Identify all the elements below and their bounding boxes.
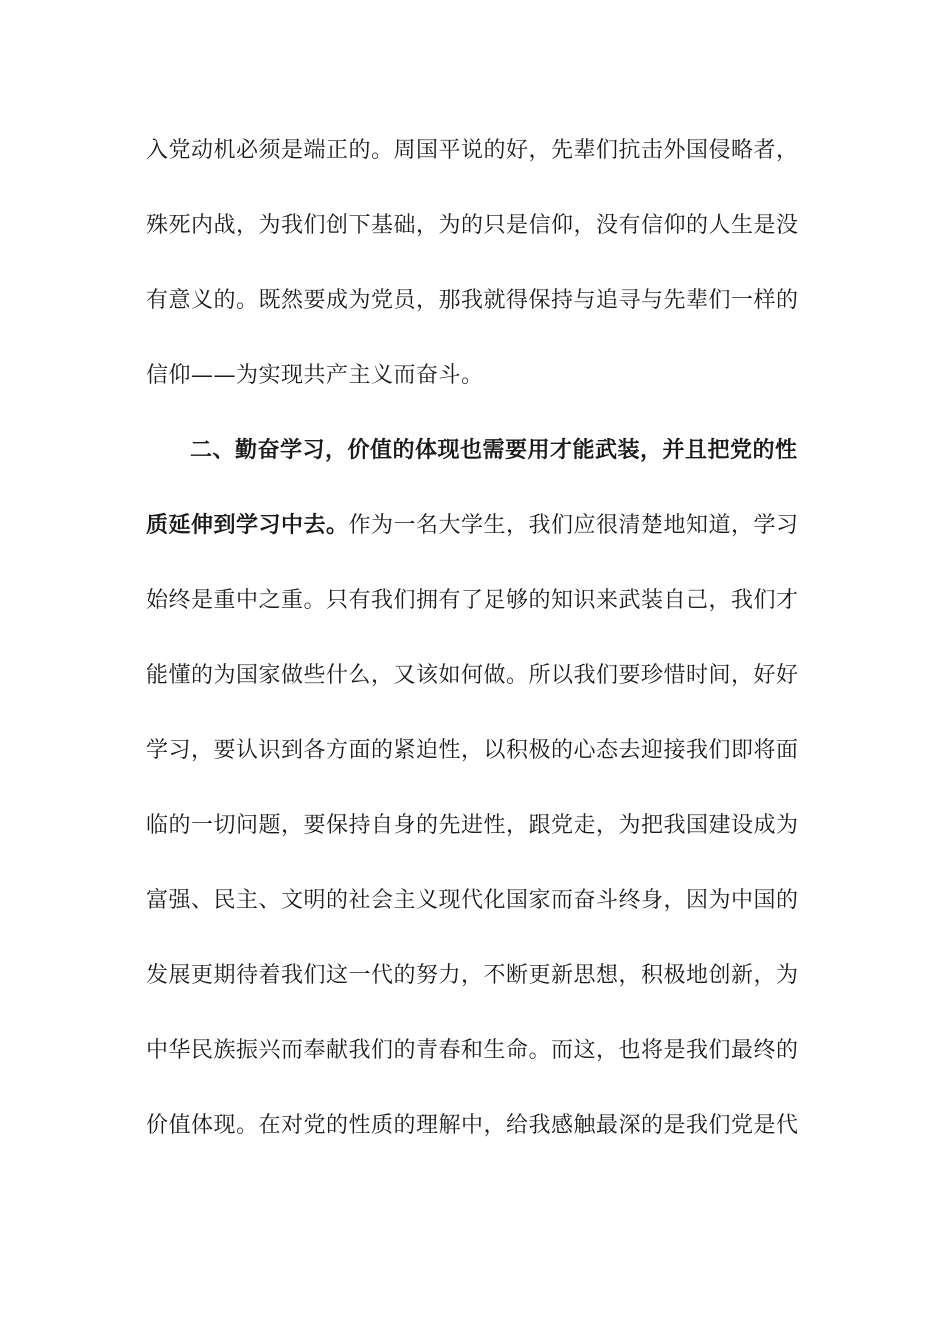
text-line: 殊死内战，为我们创下基础，为的只是信仰，没有信仰的人生是没 <box>146 213 799 238</box>
section-heading: 二、勤奋学习，价值的体现也需要用才能武装，并且把党的性 <box>190 438 798 463</box>
text-span: 作为一名大学生，我们应很清楚地知道，学习 <box>348 513 799 538</box>
section-heading-continuation: 质延伸到学习中去。 <box>146 513 349 538</box>
text-line: 发展更期待着我们这一代的努力，不断更新思想，积极地创新，为 <box>146 963 799 988</box>
text-line: 能懂的为国家做些什么，又该如何做。所以我们要珍惜时间，好好 <box>146 663 799 688</box>
text-line: 始终是重中之重。只有我们拥有了足够的知识来武装自己，我们才 <box>146 588 799 613</box>
text-line: 中华民族振兴而奉献我们的青春和生命。而这，也将是我们最终的 <box>146 1038 799 1063</box>
text-line: 有意义的。既然要成为党员，那我就得保持与追寻与先辈们一样的 <box>146 288 799 313</box>
text-line: 临的一切问题，要保持自身的先进性，跟党走，为把我国建设成为 <box>146 813 799 838</box>
text-line <box>146 511 799 541</box>
text-line: 学习，要认识到各方面的紧迫性，以积极的心态去迎接我们即将面 <box>146 738 799 763</box>
text-line: 入党动机必须是端正的。周国平说的好，先辈们抗击外国侵略者， <box>146 138 799 163</box>
text-line: 价值体现。在对党的性质的理解中，给我感触最深的是我们党是代 <box>146 1113 799 1138</box>
text-line: 富强、民主、文明的社会主义现代化国家而奋斗终身，因为中国的 <box>146 888 799 913</box>
text-line: 信仰——为实现共产主义而奋斗。 <box>146 363 484 388</box>
